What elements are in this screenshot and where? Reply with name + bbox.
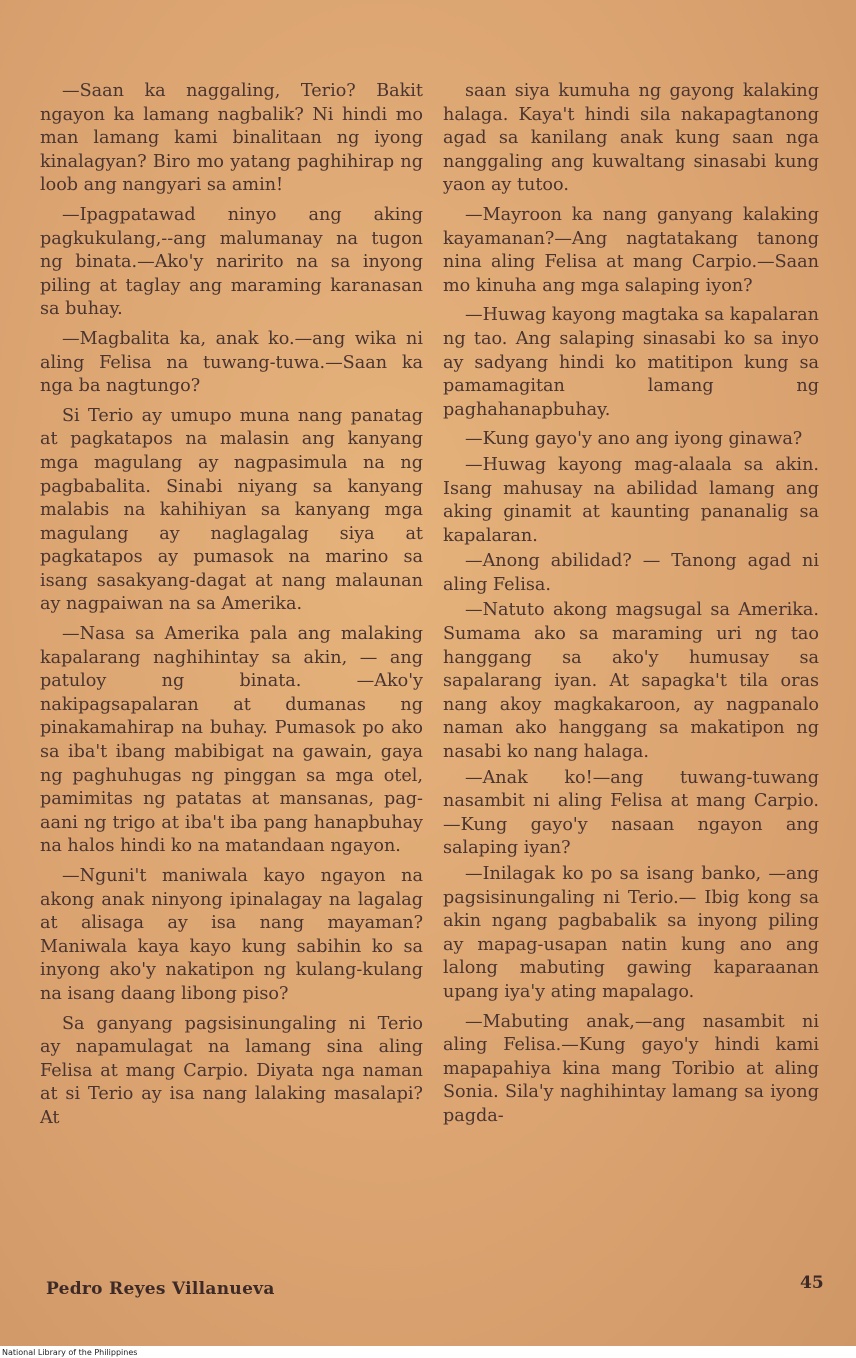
paragraph: —Natuto akong magsugal sa Amerika. Sumama ako sa maraming uri ng tao hanggang sa ako'y humusay sa sapalarang iyan. At sapagka't tila oras nang akoy magkakaroon, ay nagpanalo naman ako hanggang sa makatipon ng nasabi ko nang halaga. (443, 600, 819, 763)
paragraph: —Anong abilidad? — Tanong agad ni aling Felisa. (443, 551, 819, 595)
right-column (443, 80, 819, 1135)
paragraph: —Anak ko!—ang tuwang-tuwang nasambit ni aling Felisa at mang Carpio.—Kung gayo'y nasaan ngayon ang salaping iyan? (443, 767, 819, 859)
page-number: 45 (800, 1273, 824, 1293)
paragraph: —Nasa sa Amerika pala ang malaking kapalarang naghihintay sa akin, — ang patuloy ng binata. —Ako'y nakipagsapalaran at dumanas ng pinakamahirap na buhay. Pumasok po ako sa iba't ibang mabibigat na gawain, gaya ng paghuhugas ng pinggan sa mga otel, pamimitas ng patatas at mansanas, pag-aani ng trigo at iba't iba pang hanapbuhay na halos hindi ko na matandaan ngayon. (40, 624, 423, 857)
paragraph: Si Terio ay umupo muna nang panatag at pagkatapos na malasin ang kanyang mga magulang ay nagpasimula na ng pagbabalita. Sinabi niyang sa kanyang malabis na kahihiyan sa kanyang mga magulang ay naglagalag siya at pagkatapos ay pumasok na marino sa isang sasakyang-dagat at nang malaunan ay nagpaiwan na sa Amerika. (40, 405, 423, 615)
paragraph: —Ipagpatawad ninyo ang aking pagkukulang,--ang malumanay na tugon ng binata.—Ako'y naririto na sa inyong piling at taglay ang maraming karanasan sa buhay. (40, 204, 423, 320)
left-column (40, 80, 423, 1137)
paragraph: —Inilagak ko po sa isang banko, —ang pagsisinungaling ni Terio.— Ibig kong sa akin ngang pagbabalik sa inyong piling ay mapag-usapan natin kung ano ang lalong mabuting gawing kaparaanan upang iya'y ating mapalago. (443, 864, 819, 1002)
paragraph: —Magbalita ka, anak ko.—ang wika ni aling Felisa na tuwang-tuwa.—Saan ka nga ba nagtungo? (40, 328, 423, 397)
paragraph: —Saan ka naggaling, Terio? Bakit ngayon ka lamang nagbalik? Ni hindi mo man lamang kami binalitaan ng iyong kinalagyan? Biro mo yatang paghihirap ng loob ang nangyari sa amin! (40, 81, 423, 196)
library-footer: National Library of the Philippines (2, 1348, 138, 1357)
paragraph: —Mayroon ka nang ganyang kalaking kayamanan?—Ang nagtatakang tanong nina aling Felisa at mang Carpio.—Saan mo kinuha ang mga salaping iyon? (443, 204, 819, 296)
paragraph: —Mabuting anak,—ang nasambit ni aling Felisa.—Kung gayo'y hindi kami mapapahiya kina mang Toribio at aling Sonia. Sila'y naghihintay lamang sa iyong pagda- (443, 1011, 819, 1126)
paragraph: —Huwag kayong magtaka sa kapalaran ng tao. Ang salaping sinasabi ko sa inyo ay sadyang hindi ko matitipon kung sa pamamagitan lamang ng paghahanapbuhay. (443, 305, 819, 420)
paragraph: —Nguni't maniwala kayo ngayon na akong anak ninyong ipinalagay na lagalag at alisaga ay isa nang mayaman? Maniwala kaya kayo kung sabihin ko sa inyong ako'y nakatipon ng kulang-kulang na isang daang libong piso? (40, 866, 423, 1004)
paragraph: —Kung gayo'y ano ang iyong ginawa? (465, 429, 803, 450)
paragraph: Sa ganyang pagsisinungaling ni Terio ay napamulagat na lamang sina aling Felisa at mang Carpio. Diyata nga naman at si Terio ay isa nang lalaking masalapi? At (40, 1013, 423, 1128)
author-byline: Pedro Reyes Villanueva (46, 1279, 275, 1299)
paragraph: —Huwag kayong mag-alaala sa akin. Isang mahusay na abilidad lamang ang aking ginamit at kaunting pananalig sa kapalaran. (443, 454, 819, 546)
paragraph: saan siya kumuha ng gayong kalaking halaga. Kaya't hindi sila nakapagtanong agad sa kanilang anak kung saan nga nanggaling ang kuwaltang sinasabi kung yaon ay tutoo. (443, 81, 819, 196)
